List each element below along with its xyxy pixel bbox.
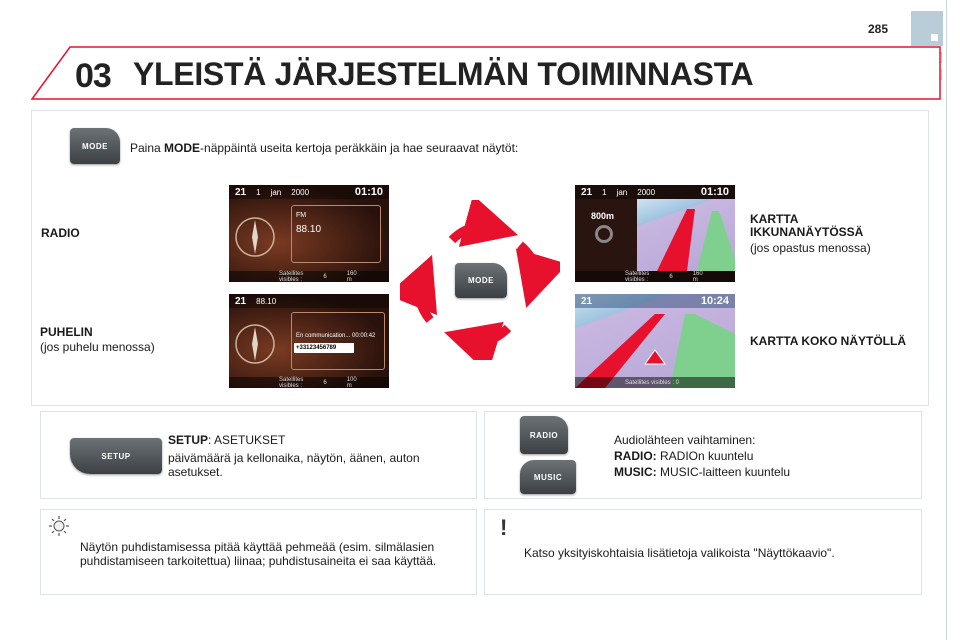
lightbulb-icon <box>48 515 70 537</box>
screen-footer: Satellites visibles : 6 160 m <box>575 271 735 282</box>
arrow-icon <box>520 245 535 282</box>
center-mode-button-image: MODE <box>455 263 507 298</box>
tab-square-icon <box>931 34 938 41</box>
roundabout-icon <box>595 225 613 243</box>
label-map-window-sub: (jos opastus menossa) <box>750 241 871 255</box>
music-button-image: MUSIC <box>520 460 576 494</box>
phone-panel: En communication... 00:00:42 +33123456789 <box>291 312 385 370</box>
label-map-window-2: IKKUNANÄYTÖSSÄ <box>750 225 864 239</box>
label-phone: PUHELIN <box>40 325 93 339</box>
setup-description: päivämäärä ja kellonaika, näytön, äänen, auton asetukset. <box>168 451 420 479</box>
page-title: YLEISTÄ JÄRJESTELMÄN TOIMINNASTA <box>133 56 754 92</box>
screen-status-bar: 21 1 jan 2000 01:10 <box>229 185 389 199</box>
setup-heading: SETUP: ASETUKSET <box>168 433 286 447</box>
screen-status-bar: 21 88.10 <box>229 294 389 308</box>
setup-button-image: SETUP <box>70 438 162 474</box>
radio-panel: FM 88.10 <box>291 205 381 263</box>
page-number: 285 <box>868 22 889 36</box>
audio-heading: Audiolähteen vaihtaminen: <box>614 433 756 447</box>
screen-radio <box>229 185 389 282</box>
radio-button-image: RADIO <box>520 416 568 454</box>
screen-footer: Satellites visibles : 6 160 m <box>229 271 389 282</box>
note-text: Katso yksityiskohtaisia lisätietoja valikoista "Näyttökaavio". <box>524 546 835 560</box>
screen-footer: Satellites visibles : 0 <box>575 377 735 388</box>
screen-phone <box>229 294 389 388</box>
arrow-icon <box>452 227 492 241</box>
intro-text: Paina MODE-näppäintä useita kertoja peräkkäin ja hae seuraavat näytöt: <box>130 141 519 155</box>
arrow-icon <box>470 328 508 342</box>
label-phone-sub: (jos puhelu menossa) <box>40 340 155 354</box>
label-map-full: KARTTA KOKO NÄYTÖLLÄ <box>750 334 906 348</box>
mode-button-image: MODE <box>70 128 120 164</box>
screen-footer: Satellites visibles : 6 100 m <box>229 377 389 388</box>
audio-music-line: MUSIC: MUSIC-laitteen kuuntelu <box>614 465 791 479</box>
screen-status-bar: 21 10:24 <box>575 294 735 308</box>
chapter-tab <box>911 11 943 46</box>
arrow-icon <box>419 280 430 320</box>
compass-icon <box>233 322 277 366</box>
tip-text: Näytön puhdistamisessa pitää käyttää pehmeää (esim. silmälasien puhdistamiseen tarkoitettua) liinaa; puhdistusaineita ei saa käyttää. <box>80 540 437 568</box>
screen-map-full <box>575 294 735 388</box>
audio-radio-line: RADIO: RADIOn kuuntelu <box>614 449 754 463</box>
map-view <box>637 199 735 271</box>
map-roads <box>575 294 735 388</box>
compass-icon <box>233 215 277 259</box>
chapter-number: 03 <box>75 57 111 95</box>
exclamation-icon: ! <box>500 515 508 540</box>
screen-map-window <box>575 185 735 282</box>
side-rule <box>946 0 947 640</box>
screen-status-bar: 21 1 jan 2000 01:10 <box>575 185 735 199</box>
distance-readout: 800m <box>591 211 615 221</box>
label-map-window-1: KARTTA <box>750 212 799 226</box>
label-radio: RADIO <box>41 226 80 240</box>
